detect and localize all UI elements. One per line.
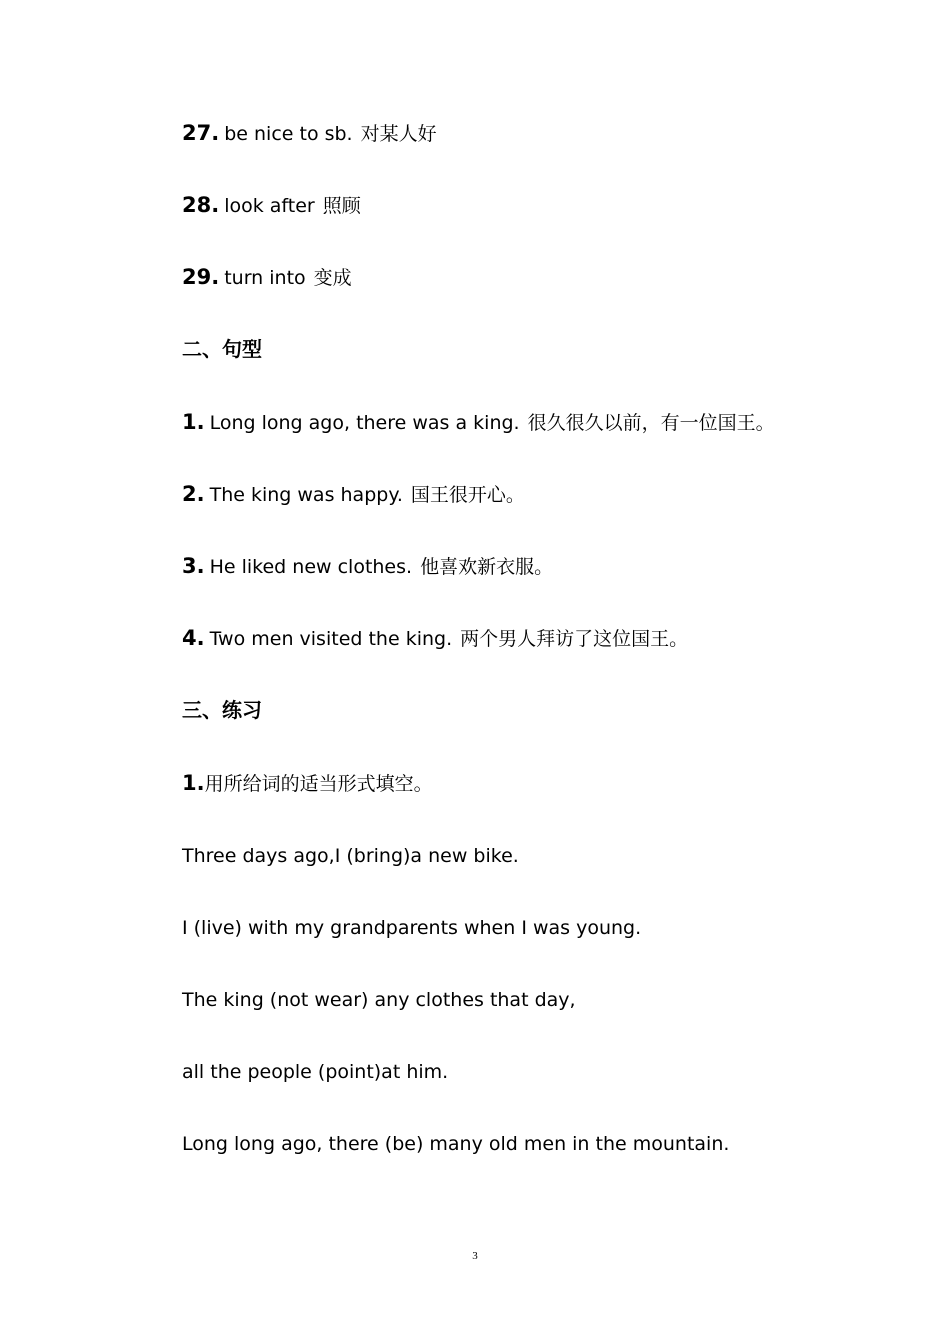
exercise-line: all the people (point)at him.: [182, 1061, 449, 1083]
phrase-item: [182, 120, 437, 147]
item-number: 2.: [182, 482, 205, 506]
phrase-chinese: 照顾: [322, 195, 361, 217]
sentence-chinese: 两个男人拜访了这位国王。: [460, 628, 689, 650]
sentence-item: [182, 553, 553, 580]
section-heading-exercises: 三、练习: [182, 698, 262, 722]
phrase-english: be nice to sb.: [224, 123, 353, 145]
sentence-item: [182, 409, 775, 436]
phrase-english: turn into: [224, 267, 306, 289]
item-number: 1.: [182, 410, 205, 434]
section-heading-sentence-patterns: 二、句型: [182, 337, 262, 361]
sentence-english: Two men visited the king.: [209, 628, 453, 650]
sentence-english: The king was happy.: [209, 484, 403, 506]
phrase-item: [182, 264, 352, 291]
phrase-english: look after: [224, 195, 315, 217]
sentence-chinese: 国王很开心。: [410, 484, 525, 506]
sentence-chinese: 很久很久以前，有一位国王。: [527, 412, 775, 434]
phrase-chinese: 变成: [313, 267, 352, 289]
sentence-chinese: 他喜欢新衣服。: [420, 556, 554, 578]
sentence-item: [182, 625, 688, 652]
exercise-line: Long long ago, there (be) many old men in the mountain.: [182, 1133, 730, 1155]
item-number: 3.: [182, 554, 205, 578]
exercise-line: The king (not wear) any clothes that day,: [182, 989, 576, 1011]
item-number: 29.: [182, 265, 220, 289]
exercise-instruction: [182, 770, 433, 797]
instruction-text: 用所给词的适当形式填空。: [204, 773, 433, 795]
exercise-line: Three days ago,I (bring)a new bike.: [182, 845, 519, 867]
sentence-item: [182, 481, 525, 508]
item-number: 1.: [182, 771, 205, 795]
sentence-english: He liked new clothes.: [209, 556, 413, 578]
phrase-chinese: 对某人好: [360, 123, 437, 145]
item-number: 28.: [182, 193, 220, 217]
item-number: 27.: [182, 121, 220, 145]
phrase-item: [182, 192, 361, 219]
sentence-english: Long long ago, there was a king.: [209, 412, 520, 434]
item-number: 4.: [182, 626, 205, 650]
exercise-line: I (live) with my grandparents when I was young.: [182, 917, 642, 939]
page-number: 3: [472, 1250, 478, 1262]
